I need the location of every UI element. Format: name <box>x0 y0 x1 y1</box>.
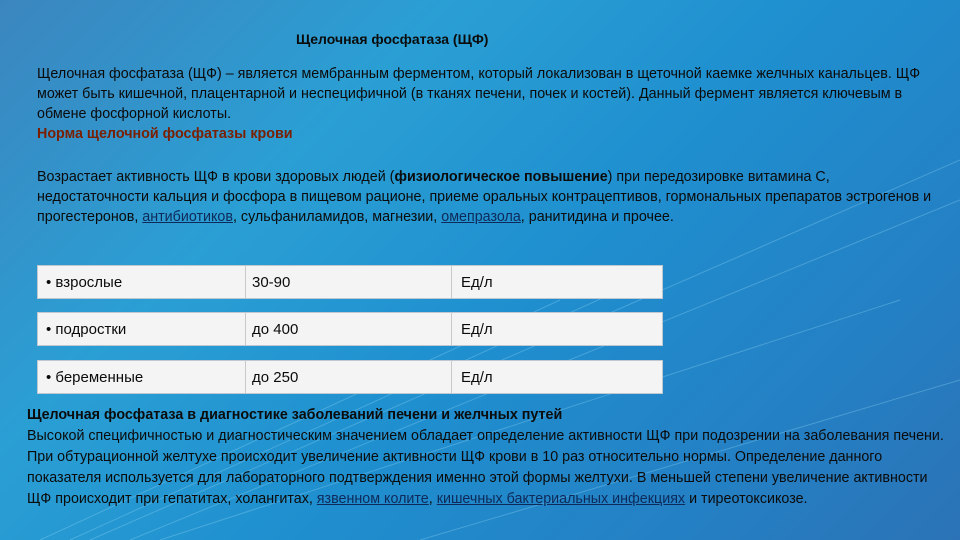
increase-text-1: Возрастает активность ЩФ в крови здоровых людей ( <box>37 169 395 185</box>
antibiotics-link[interactable]: антибиотиков <box>142 209 233 225</box>
table-row <box>37 360 663 394</box>
slide-title: Щелочная фосфатаза (ЩФ) <box>296 31 489 47</box>
norm-heading: Норма щелочной фосфатазы крови <box>37 126 293 142</box>
group-cell: • взрослые <box>38 266 246 298</box>
increase-text-3: , сульфаниламидов, магнезии, <box>232 209 442 225</box>
diagnostic-paragraph <box>27 405 947 510</box>
physiological-increase: физиологическое повышение <box>394 169 608 185</box>
diagnostic-separator: , <box>428 491 437 507</box>
range-cell: 30-90 <box>246 266 452 298</box>
diagnostic-end: и тиреотоксикозе. <box>685 491 808 507</box>
unit-cell: Ед/л <box>461 320 493 338</box>
increase-paragraph <box>37 167 937 227</box>
table-row <box>37 312 663 346</box>
intro-text: Щелочная фосфатаза (ЩФ) – является мембранным ферментом, который локализован в щеточной каемке желчных канальцев. ЩФ может быть кишечной, плацентарной и неспецифичной (в тканях печени, почек и костей). Данный фермент является ключевым в обмене фосфорной кислоты. <box>37 66 921 122</box>
unit-cell: Ед/л <box>461 273 493 291</box>
colitis-link[interactable]: язвенном колите <box>316 491 429 507</box>
diagnostic-text: Высокой специфичностью и диагностическим значением обладает определение активности ЩФ при подозрении на заболевания печени. При обтурационной желтухе происходит увеличение активности ЩФ крови в 10 раз относительно нормы. Определение данного показателя используется для лабораторного подтверждения именно этой формы желтухи. В меньшей степени увеличение активности ЩФ происходит при гепатитах, холангитах, <box>27 428 944 507</box>
intestinal-infections-link[interactable]: кишечных бактериальных инфекциях <box>436 491 686 507</box>
increase-text-2: ) при передозировке витамина С, недостаточности кальция и фосфора в пищевом рационе, приеме оральных контрацептивов, гормональных препаратов эстрогенов и прогестеронов, <box>37 169 932 225</box>
increase-text-4: , ранитидина и прочее. <box>520 209 674 225</box>
unit-cell: Ед/л <box>461 368 493 386</box>
intro-paragraph <box>37 64 937 144</box>
group-cell: • подростки <box>38 313 246 345</box>
table-row <box>37 265 663 299</box>
range-cell: до 250 <box>246 361 452 393</box>
range-cell: до 400 <box>246 313 452 345</box>
diagnostic-heading: Щелочная фосфатаза в диагностике заболеваний печени и желчных путей <box>27 407 563 423</box>
omeprazole-link[interactable]: омепразола <box>441 209 521 225</box>
group-cell: • беременные <box>38 361 246 393</box>
